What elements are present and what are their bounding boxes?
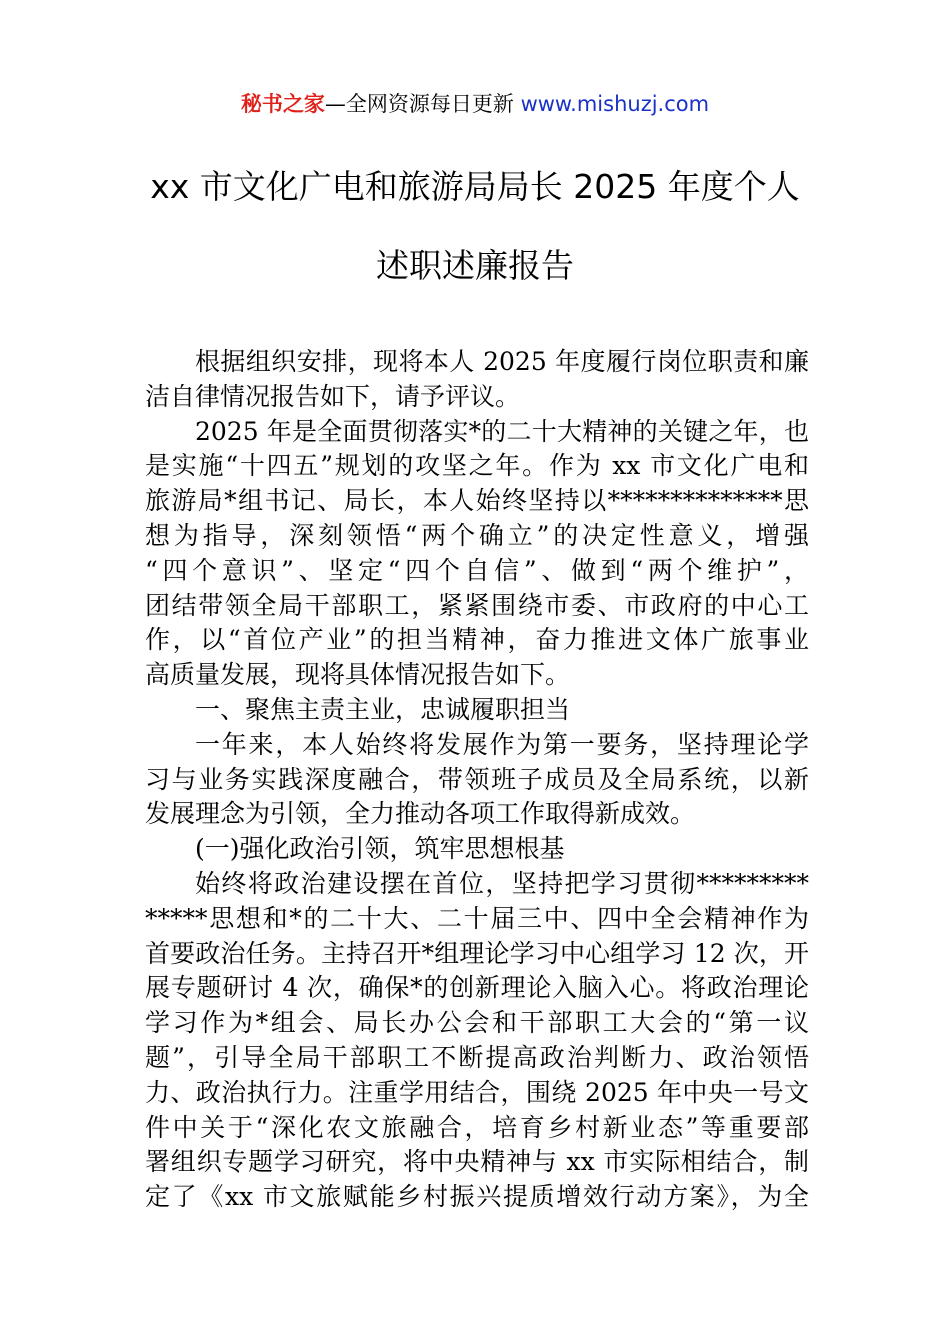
text-line: 是实施“十四五”规划的攻坚之年。作为 xx 市文化广电和 — [145, 451, 809, 481]
text-line: 题”，引导全局干部职工不断提高政治判断力、政治领悟 — [145, 1042, 809, 1072]
site-brand: 秘书之家 — [240, 92, 325, 116]
text-line: *****思想和*的二十大、二十届三中、四中全会精神作为 — [145, 903, 809, 933]
text-line: 高质量发展，现将具体情况报告如下。 — [145, 660, 571, 690]
text-line: 2025 年是全面贯彻落实*的二十大精神的关键之年，也 — [195, 416, 809, 446]
document-title — [120, 160, 830, 293]
text-line: 发展理念为引领，全力推动各项工作取得新成效。 — [145, 799, 696, 829]
title-line-2: 述职述廉报告 — [376, 246, 574, 285]
section-heading: 一、聚焦主责主业，忠诚履职担当 — [195, 694, 571, 724]
text-line: 力、政治执行力。注重学用结合，围绕 2025 年中央一号文 — [145, 1077, 809, 1107]
text-line: 习与业务实践深度融合，带领班子成员及全局系统，以新 — [145, 764, 809, 794]
text-line: 署组织专题学习研究，将中央精神与 xx 市实际相结合，制 — [145, 1147, 809, 1177]
text-line: 旅游局*组书记、局长，本人始终坚持以**************思 — [145, 486, 809, 516]
text-line: 定了《xx 市文旅赋能乡村振兴提质增效行动方案》，为全 — [145, 1182, 809, 1212]
text-line: 团结带领全局干部职工，紧紧围绕市委、市政府的中心工 — [145, 590, 809, 620]
site-url-link[interactable]: www.mishuzj.com — [520, 92, 710, 116]
text-line: 一年来，本人始终将发展作为第一要务，坚持理论学 — [195, 729, 809, 759]
text-line: 件中关于“深化农文旅融合，培育乡村新业态”等重要部 — [145, 1112, 809, 1142]
text-line: 洁自律情况报告如下，请予评议。 — [145, 381, 521, 411]
text-line: 学习作为*组会、局长办公会和干部职工大会的“第一议 — [145, 1008, 809, 1038]
site-tagline: —全网资源每日更新 — [324, 92, 521, 116]
text-line: “四个意识”、坚定“四个自信”、做到“两个维护”， — [145, 555, 809, 585]
subsection-heading: (一)强化政治引领，筑牢思想根基 — [195, 834, 565, 864]
text-line: 根据组织安排，现将本人 2025 年度履行岗位职责和廉 — [195, 347, 809, 376]
site-header — [0, 88, 950, 120]
title-line-1: xx 市文化广电和旅游局局长 2025 年度个人 — [150, 167, 800, 206]
text-line: 首要政治任务。主持召开*组理论学习中心组学习 12 次，开 — [145, 938, 809, 968]
text-line: 展专题研讨 4 次，确保*的创新理论入脑入心。将政治理论 — [145, 973, 809, 1003]
text-line: 始终将政治建设摆在首位，坚持把学习贯彻********* — [195, 868, 809, 898]
text-line: 作，以“首位产业”的担当精神，奋力推进文体广旅事业 — [145, 625, 809, 655]
document-body — [145, 345, 809, 1215]
text-line: 想为指导，深刻领悟“两个确立”的决定性意义，增强 — [145, 520, 809, 550]
